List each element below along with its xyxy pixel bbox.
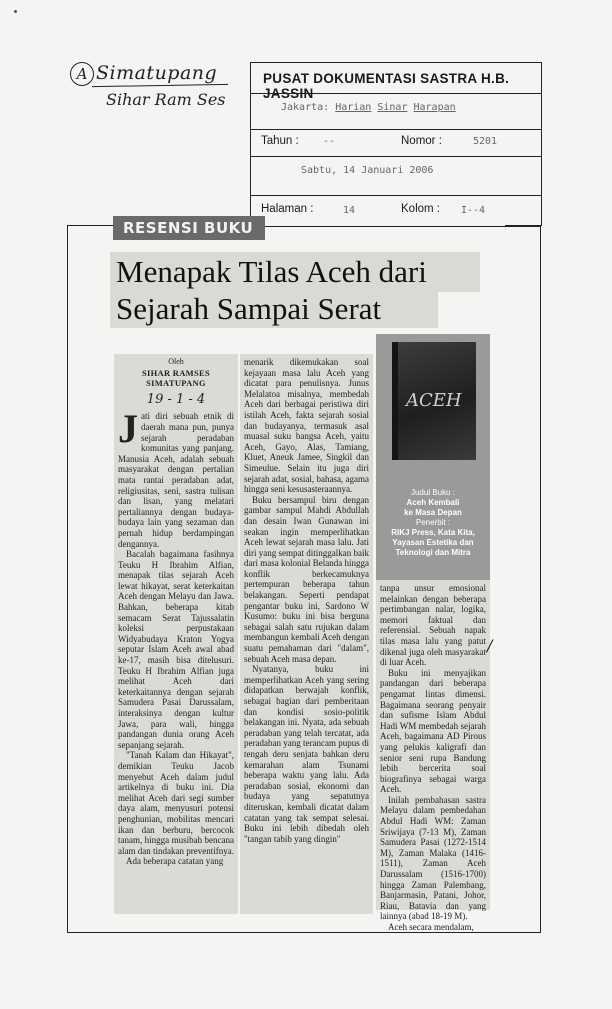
section-label: RESENSI BUKU — [113, 216, 265, 240]
halaman-label: Halaman : — [261, 203, 314, 215]
caption-publisher: Teknologi dan Mitra — [395, 548, 471, 557]
nomor-label: Nomor : — [401, 135, 442, 147]
source-publication — [281, 102, 456, 113]
article-frame-edge — [505, 225, 541, 226]
nomor-value: 5201 — [473, 136, 498, 147]
paragraph: Bacalah bagaimana fasihnya Teuku H Ibrahim Alfian, menapak tilas sejarah Aceh lewat hikayat, serat keterkaitan Aceh dengan Melayu dan Jawa. Bahkan, beberapa kitab semacam Serat Tajussalatin koleksi perpustakaan Widyabudaya Kraton Yogya seputar Islam Aceh awal abad ke-17, masih bisa ditelusuri. Teuku H Ibrahim Alfian juga melihat Aceh dari keterkaitannya dengan sejarah Samudera Pasai Darussalam, interaksinya dengan kultur Jawa, para wali, hingga pandangan dunia orang Aceh sepanjang sejarah. — [118, 549, 234, 750]
byline-name-line: SIHAR RAMSES — [141, 367, 211, 378]
handwritten-mark: / — [487, 636, 493, 655]
handwritten-date: 19 - 1 - 4 — [146, 391, 206, 407]
header-title-row — [251, 63, 541, 101]
article-column-1 — [114, 354, 238, 914]
drop-cap: J — [118, 406, 138, 452]
paragraph: Nyatanya, buku ini memperlihatkan Aceh yang sering didapatkan berwajah konflik, sebagai bagian dari pemberitaan dan kondisi sosio-politik belakangan ini. Nyata, ada sebuah peradaban yang telah tercatat, ada peradaban yang terancam pupus di tengah deru senjata bahkan deru kemarahan alam Tsunami beberapa waktu yang lalu. Ada peradaban sosial, ekonomi dan budaya yang sepatutnya diteruskan, kembali dicatat dalam catatan yang tak sempat selesai. Buku ini lebih dibedah oleh "tangan tabib yang dingin" — [244, 664, 369, 844]
caption-label: Judul Buku : — [410, 488, 456, 497]
tahun-value: -- — [323, 136, 336, 147]
caption-publisher-label: Penerbit : — [415, 518, 451, 527]
byline-name-line: SIMATUPANG — [146, 378, 206, 389]
paragraph: Aceh secara mendalam, — [388, 922, 474, 932]
caption-publisher: RIKJ Press, Kata Kita, — [391, 528, 475, 537]
article-column-2 — [240, 354, 373, 914]
publication-date: Sabtu, 14 Januari 2006 — [301, 165, 434, 176]
book-cover-image — [392, 342, 476, 460]
halaman-value: 14 — [343, 205, 356, 216]
handwritten-underline — [92, 84, 228, 87]
byline-name — [118, 368, 234, 389]
paragraph — [118, 406, 234, 549]
paragraph: tanpa unsur emosional melainkan dengan beberapa pertimbangan nalar, logika, memori faktual dan referensial. Sebuah napak tilas masa lalu yang patut dikenal juga oleh masyarakat di luar Aceh. — [380, 583, 486, 668]
paragraph: "Tanah Kalam dan Hikayat", demikian Teuku Jacob menyebut Aceh dalam judul artikelnya di buku ini. Dia melihat Aceh dari segi sumber daya alam, menyusuri potensi penghunian, mobilitas mencari ikan dan berburu, bercocok tanam, hingga musibah bencana alam dan tindakan preventifnya. — [118, 750, 234, 856]
source-paper-word: Harapan — [413, 102, 456, 113]
header-halaman-row — [251, 195, 541, 227]
handwritten-author-name: Sihar Ram Ses — [106, 90, 226, 109]
header-source-row — [251, 94, 541, 130]
archive-title: PUSAT DOKUMENTASI SASTRA H.B. JASSIN — [263, 71, 510, 101]
paragraph: Buku ini menyajikan pandangan dari beberapa pengamat lintas dimensi. Bagaimana seorang penyair dan sufisme Islam Abdul Hadi WM membedah sejarah Aceh, bagaimana AD Pirous yang pelukis kaligrafi dan senior seni rupa Bandung lebih bercerita soal biografinya sebagai warga Aceh. — [380, 667, 486, 795]
clipping-header-table — [250, 62, 542, 226]
book-caption — [378, 488, 488, 558]
article-column-3 — [376, 580, 493, 932]
header-tahun-row — [251, 130, 541, 157]
handwritten-author-surname: Simatupang — [96, 62, 218, 84]
article-frame-edge — [67, 225, 117, 226]
paragraph: menarik dikemukakan soal kejayaan masa lalu Aceh yang dicatat para penulisnya. Junus Melalatoa misalnya, membedah Aceh dari berbagai peristiwa diri istilah Aceh, fakta sejarah sosial dan budayanya, termasuk asal muasal suku bangsa Aceh, yaitu Aceh, Gayo, Alas, Tamiang, Kluet, Aneuk Jamee, Singkil dan Simeulue. Selain itu juga diri sejarah adat, sosial, bahasa, agama hingga seni kesusasteraannya. — [244, 357, 369, 495]
caption-title: Aceh Kembali — [406, 498, 460, 507]
byline-oleh: Oleh — [168, 357, 184, 366]
scan-speck — [14, 10, 17, 13]
header-date-row — [251, 157, 541, 195]
article-headline — [116, 253, 496, 327]
kolom-value: I--4 — [461, 205, 486, 216]
headline-line: Sejarah Sampai Serat — [116, 291, 382, 326]
caption-publisher: Yayasan Estetika dan — [392, 538, 474, 547]
source-paper-word: Harian — [335, 102, 372, 113]
source-city: Jakarta: — [281, 102, 330, 113]
byline — [118, 357, 234, 389]
kolom-label: Kolom : — [401, 203, 440, 215]
caption-title: ke Masa Depan — [404, 508, 462, 517]
headline-line: Menapak Tilas Aceh dari — [116, 254, 427, 289]
paragraph: Inilah pembahasan sastra Melayu dalam pembedahan Abdul Hadi WM: Zaman Sriwijaya (7-13 M), Zaman Samudera Pasai (1272-1514 M), Zaman Malaka (1416-1511), Zaman Aceh Darussalam (1516-1700) hingga Zaman Palembang, Banjarmasin, Patani, Johor, Riau, Batavia dan yang lainnya (abad 18-19 M). — [380, 794, 486, 922]
paragraph: Ada beberapa catatan yang — [126, 856, 224, 867]
book-cover-title: ACEH — [406, 390, 462, 411]
source-paper-word: Sinar — [377, 102, 408, 113]
paragraph: Buku bersampul biru dengan gambar sampul Mahdi Abdullah dan desain Iwan Gunawan ini seakan ingin memperlihatkan Aceh lewat sejarah masa lalu. Jati diri yang sempat ditinggalkan baik dari masa kolonial Belanda hingga konflik berkecamuknya pertempuran beberapa tahun belakangan. Seperti pendapat pengantar buku ini, Sardono W Kusumo: buku ini bisa berguna sebagai salah satu rujukan dalam membangun kembali Aceh dengan suatu pemahaman dari "dalam", sebuah Aceh masa depan. — [244, 494, 369, 664]
handwritten-marker: A — [70, 62, 94, 86]
paragraph-text: ati diri sebuah etnik di daerah mana pun, punya sejarah peradaban komunitas yang panjang. Manusia Aceh, adalah sebuah masyarakat dengan pertalian mata rantai peradaban adat, religiusitas, seni, sastra tulisan dan lisan, yang melatari pertaliannya dengan budaya-budaya lain yang sezaman dan pernah hidup berdampingan dengannya. — [118, 411, 234, 549]
tahun-label: Tahun : — [261, 135, 299, 147]
